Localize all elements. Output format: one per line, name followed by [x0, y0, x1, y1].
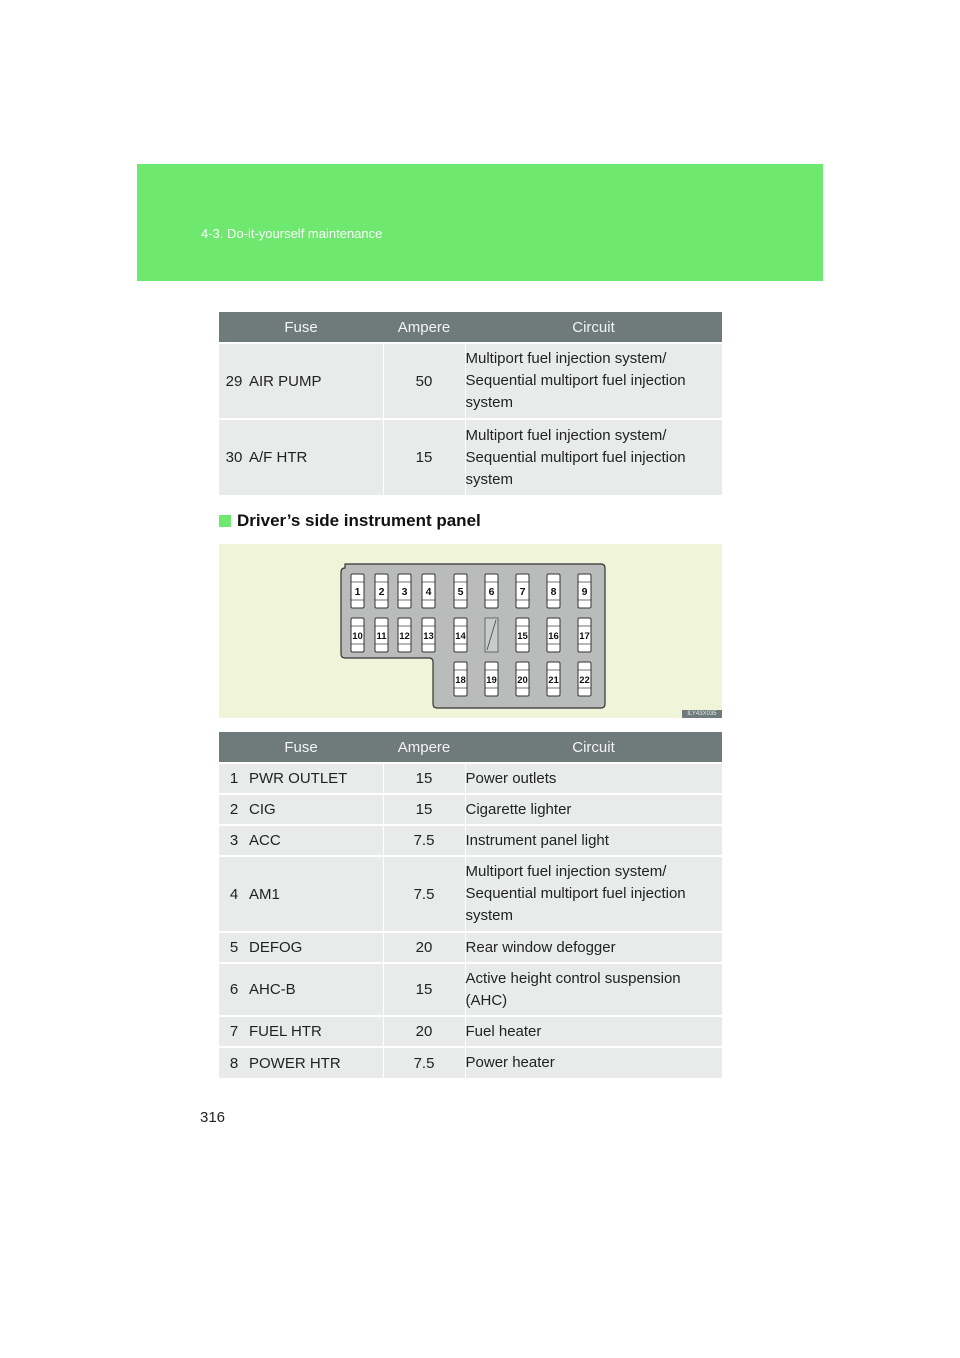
table-row	[219, 856, 722, 932]
section-title	[219, 511, 481, 531]
fuse-name: ACC	[249, 825, 383, 856]
fuse-slot-label: 15	[517, 631, 528, 642]
fuse-ampere: 7.5	[383, 825, 465, 856]
fuse-name: AIR PUMP	[249, 343, 383, 419]
fuse-slot-label: 1	[354, 586, 361, 598]
fuse-slot-7	[516, 574, 529, 608]
fuse-circuit	[465, 1016, 722, 1047]
fuse-slot-label: 3	[401, 586, 408, 598]
fuse-name: CIG	[249, 794, 383, 825]
fuse-slot-4	[422, 574, 435, 608]
circuit-line: system	[465, 907, 514, 924]
column-header-ampere: Ampere	[383, 312, 465, 343]
fuse-slot-1	[351, 574, 364, 608]
fuse-name: FUEL HTR	[249, 1016, 383, 1047]
fuse-slot-11	[375, 618, 388, 652]
fuse-slot-15	[516, 618, 529, 652]
fuse-slot-21	[547, 662, 560, 696]
table-row	[219, 1047, 722, 1078]
circuit-line: Multiport fuel injection system/	[465, 350, 667, 367]
fuse-circuit	[465, 419, 722, 495]
table-row	[219, 1016, 722, 1047]
fuse-slot-label: 20	[517, 675, 528, 686]
fuse-slot-label: 12	[399, 631, 410, 642]
fuse-name: POWER HTR	[249, 1047, 383, 1078]
fuse-slot-13	[422, 618, 435, 652]
circuit-line: Rear window defogger	[465, 938, 616, 956]
fuse-slot-label: 16	[548, 631, 559, 642]
fuse-slot-19	[485, 662, 498, 696]
fuse-table-top	[219, 312, 722, 495]
page-number: 316	[200, 1109, 226, 1126]
circuit-line: Power heater	[465, 1054, 555, 1071]
fuse-slot-8	[547, 574, 560, 608]
circuit-line: Sequential multiport fuel injection	[465, 448, 686, 466]
fuse-slot-label: 19	[486, 675, 497, 686]
diagram-code: ILY43X035	[682, 710, 722, 718]
fuse-ampere: 15	[383, 763, 465, 794]
fuse-slot-5	[454, 574, 467, 608]
table-row	[219, 419, 722, 495]
fuse-circuit	[465, 1047, 722, 1078]
fuse-name: PWR OUTLET	[249, 763, 383, 794]
fuse-name: DEFOG	[249, 932, 383, 963]
fuse-number: 2	[219, 794, 249, 825]
fuse-slot-label: 13	[423, 631, 434, 642]
fuse-number: 5	[219, 932, 249, 963]
header-band	[137, 164, 823, 281]
fuse-ampere: 50	[383, 343, 465, 419]
circuit-line: Power outlets	[465, 769, 557, 787]
circuit-line: Active height control suspension	[465, 969, 681, 987]
table-row	[219, 825, 722, 856]
fuse-slot-label: 9	[581, 586, 588, 598]
fuse-slot-label: 10	[352, 631, 363, 642]
fuse-number: 30	[219, 419, 249, 495]
fuse-number: 1	[219, 763, 249, 794]
fuse-number: 6	[219, 963, 249, 1016]
fuse-box-diagram	[219, 544, 722, 718]
section-title-text: Driver’s side instrument panel	[237, 511, 481, 530]
fuse-box-illustration	[219, 544, 722, 718]
fuse-circuit	[465, 763, 722, 794]
fuse-slot-label: 18	[455, 675, 466, 686]
fuse-ampere: 20	[383, 932, 465, 963]
fuse-ampere: 15	[383, 963, 465, 1016]
fuse-slot-label: 2	[378, 586, 385, 598]
fuse-slot-3	[398, 574, 411, 608]
circuit-line: Multiport fuel injection system/	[465, 426, 667, 444]
circuit-line: Multiport fuel injection system/	[465, 863, 667, 880]
fuse-ampere: 7.5	[383, 1047, 465, 1078]
fuse-slot-12	[398, 618, 411, 652]
fuse-ampere: 15	[383, 794, 465, 825]
table-row	[219, 794, 722, 825]
table-row	[219, 932, 722, 963]
circuit-line: (AHC)	[465, 991, 508, 1009]
fuse-circuit	[465, 932, 722, 963]
section-label: 4-3. Do-it-yourself maintenance	[201, 226, 383, 241]
fuse-table-bottom	[219, 732, 722, 1078]
fuse-slot-label: 8	[550, 586, 557, 598]
fuse-slot-label: 17	[579, 631, 590, 642]
circuit-line: Sequential multiport fuel injection	[465, 885, 686, 902]
fuse-circuit	[465, 343, 722, 419]
fuse-name: A/F HTR	[249, 419, 383, 495]
fuse-circuit	[465, 963, 722, 1016]
square-bullet-icon	[219, 515, 231, 527]
circuit-line: Instrument panel light	[465, 831, 609, 849]
fuse-circuit	[465, 794, 722, 825]
fuse-ampere: 15	[383, 419, 465, 495]
column-header-fuse: Fuse	[219, 732, 383, 763]
table-row	[219, 963, 722, 1016]
fuse-slot-22	[578, 662, 591, 696]
fuse-number: 3	[219, 825, 249, 856]
circuit-line: Fuel heater	[465, 1022, 542, 1040]
fuse-slot-2	[375, 574, 388, 608]
fuse-slot-17	[578, 618, 591, 652]
column-header-circuit: Circuit	[465, 732, 722, 763]
fuse-circuit	[465, 825, 722, 856]
fuse-slot-20	[516, 662, 529, 696]
fuse-slot-label: 22	[579, 675, 590, 686]
fuse-name: AM1	[249, 856, 383, 932]
circuit-line: Sequential multiport fuel injection	[465, 372, 686, 389]
fuse-slot-label: 21	[548, 675, 559, 686]
fuse-slot-label: 11	[376, 631, 387, 642]
fuse-slot-18	[454, 662, 467, 696]
column-header-ampere: Ampere	[383, 732, 465, 763]
column-header-circuit: Circuit	[465, 312, 722, 343]
column-header-fuse: Fuse	[219, 312, 383, 343]
circuit-line: system	[465, 394, 514, 411]
fuse-number: 8	[219, 1047, 249, 1078]
table-row	[219, 763, 722, 794]
circuit-line: Cigarette lighter	[465, 800, 572, 818]
fuse-slot-label: 6	[488, 586, 495, 598]
circuit-line: system	[465, 470, 514, 488]
fuse-ampere: 7.5	[383, 856, 465, 932]
fuse-slot-6	[485, 574, 498, 608]
fuse-slot-label: 4	[425, 586, 432, 598]
empty-fuse-slot	[485, 618, 498, 652]
fuse-ampere: 20	[383, 1016, 465, 1047]
fuse-slot-9	[578, 574, 591, 608]
fuse-number: 7	[219, 1016, 249, 1047]
fuse-slot-label: 14	[455, 631, 466, 642]
fuse-slot-16	[547, 618, 560, 652]
fuse-slot-label: 7	[519, 586, 526, 598]
fuse-circuit	[465, 856, 722, 932]
table-row	[219, 343, 722, 419]
fuse-slot-10	[351, 618, 364, 652]
fuse-number: 4	[219, 856, 249, 932]
fuse-number: 29	[219, 343, 249, 419]
fuse-name: AHC-B	[249, 963, 383, 1016]
fuse-slot-label: 5	[457, 586, 464, 598]
fuse-slot-14	[454, 618, 467, 652]
